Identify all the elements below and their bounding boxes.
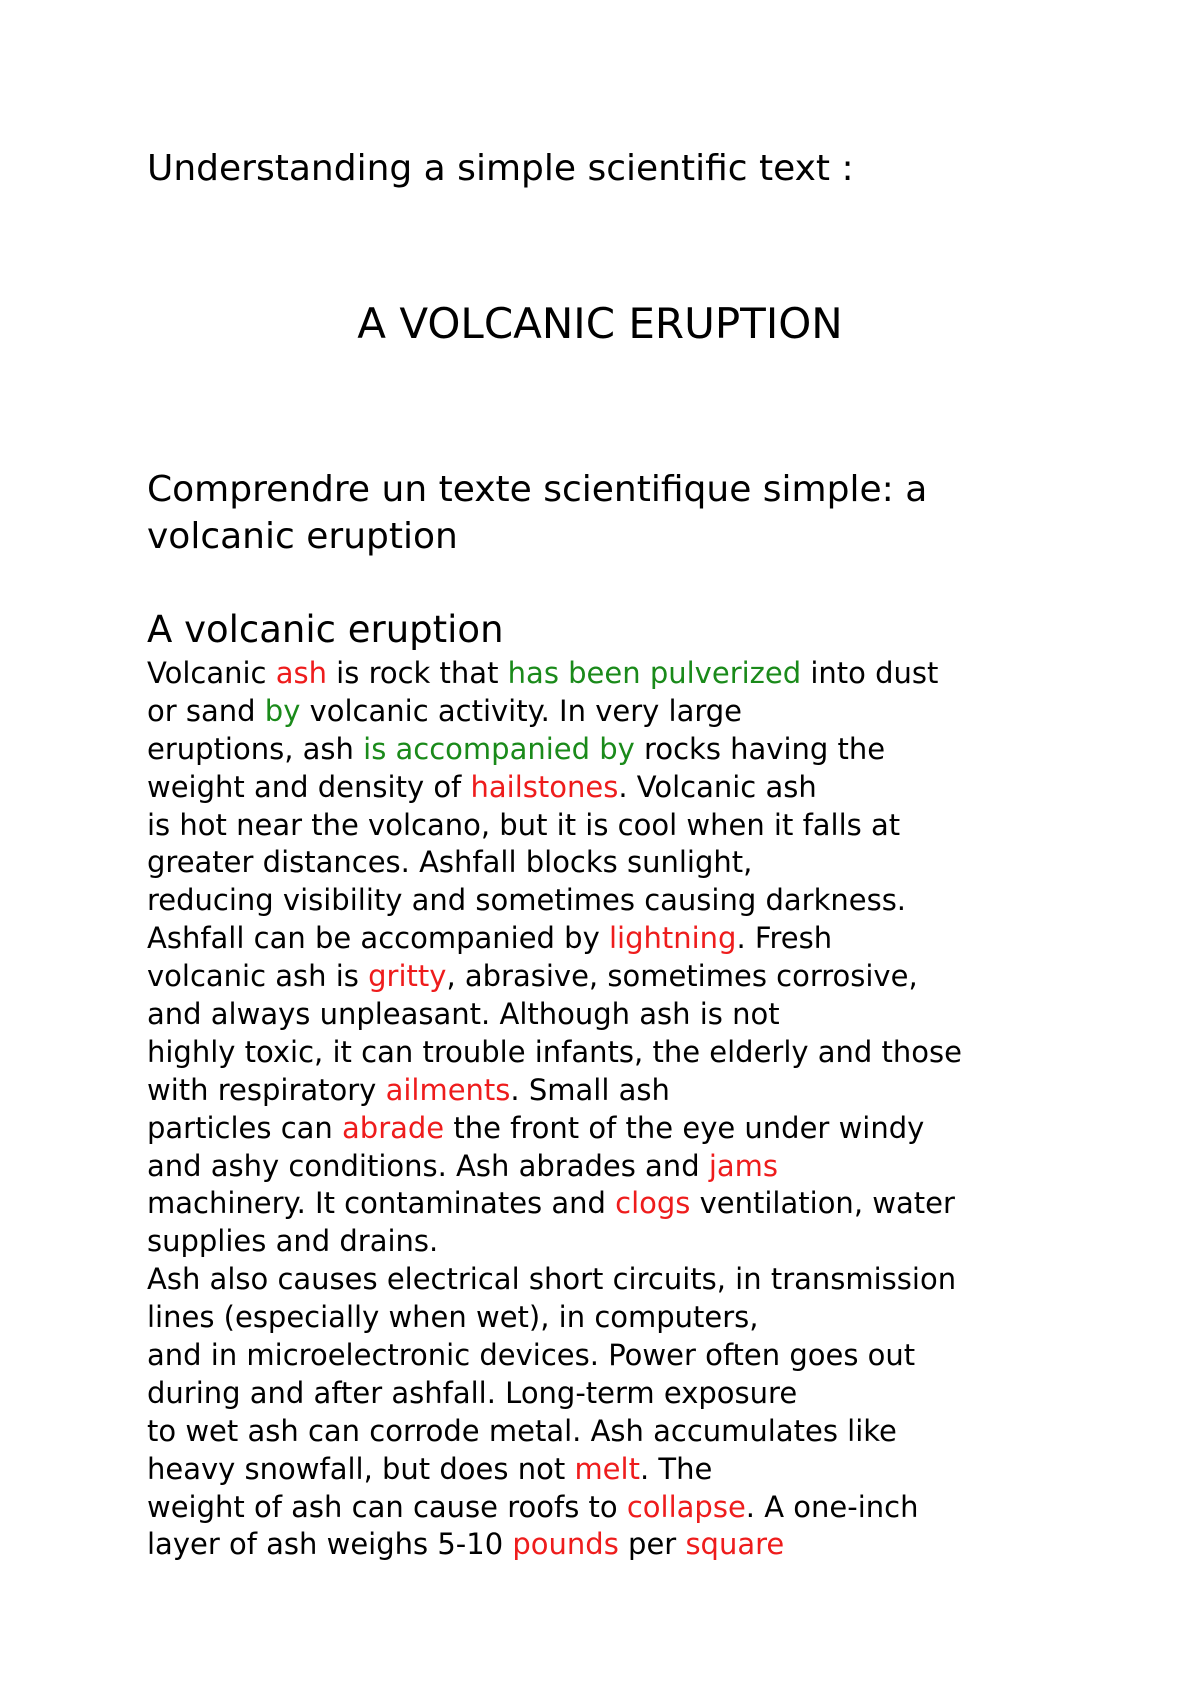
vocabulary-word: ailments <box>385 1072 511 1107</box>
text-segment: . The <box>639 1451 713 1486</box>
vocabulary-word: jams <box>708 1148 779 1183</box>
text-segment: is rock that <box>326 656 508 690</box>
vocabulary-word: abrade <box>342 1110 445 1145</box>
text-segment: into dust <box>801 656 939 690</box>
vocabulary-word: clogs <box>615 1186 691 1221</box>
body-line <box>147 996 962 1034</box>
body-line <box>147 693 962 731</box>
body-line <box>147 1261 962 1299</box>
text-segment: highly toxic, it can trouble infants, the elderly and those <box>147 1034 963 1069</box>
text-segment: particles can <box>147 1110 343 1145</box>
text-segment: and in microelectronic devices. Power often goes out <box>147 1338 916 1373</box>
french-title-line: volcanic eruption <box>147 516 458 557</box>
text-segment: Volcanic <box>147 656 276 690</box>
text-segment: during and after ashfall. Long-term exposure <box>147 1375 798 1410</box>
body-line <box>147 1375 962 1413</box>
text-segment: lines (especially when wet), in computers, <box>147 1300 759 1335</box>
body-line <box>147 844 962 882</box>
body-line <box>147 1148 962 1186</box>
vocabulary-word: gritty <box>368 959 447 994</box>
vocabulary-word: pounds <box>512 1527 619 1562</box>
text-segment: weight of ash can cause roofs to <box>147 1489 627 1524</box>
text-segment: layer of ash weighs 5-10 <box>147 1527 513 1562</box>
document-title: A VOLCANIC ERUPTION <box>357 299 843 348</box>
intro-heading: Understanding a simple scientific text : <box>147 148 854 189</box>
text-segment: volcanic ash is <box>147 959 369 994</box>
vocabulary-word: melt <box>574 1451 640 1486</box>
body-line <box>147 1185 962 1223</box>
body-line <box>147 1413 962 1451</box>
text-segment: . Fresh <box>736 921 833 956</box>
body-line <box>147 807 962 845</box>
text-segment: Ash also causes electrical short circuits, in transmission <box>147 1262 957 1297</box>
text-segment: . Volcanic ash <box>618 769 817 804</box>
text-segment: and always unpleasant. Although ash is not <box>147 997 780 1032</box>
body-line <box>147 655 962 693</box>
body-line <box>147 1223 962 1261</box>
text-segment: supplies and drains. <box>147 1224 439 1259</box>
text-segment: , abrasive, sometimes corrosive, <box>446 959 918 994</box>
grammar-phrase: by <box>264 693 301 728</box>
body-line <box>147 731 962 769</box>
text-segment: . A one-inch <box>745 1489 919 1524</box>
section-heading: A volcanic eruption <box>147 608 504 651</box>
text-segment: greater distances. Ashfall blocks sunlight, <box>147 845 753 880</box>
text-segment: volcanic activity. In very large <box>300 693 743 728</box>
grammar-phrase: is accompanied by <box>363 731 635 766</box>
text-segment: rocks having the <box>634 731 886 766</box>
french-title <box>147 466 927 560</box>
body-line <box>147 958 962 996</box>
text-segment: the front of the eye under windy <box>444 1110 925 1145</box>
text-segment: ventilation, water <box>690 1186 955 1221</box>
text-segment: to wet ash can corrode metal. Ash accumulates like <box>147 1413 897 1448</box>
text-segment: eruptions, ash <box>147 731 364 766</box>
text-segment: machinery. It contaminates and <box>147 1186 616 1221</box>
body-line <box>147 769 962 807</box>
text-segment: per <box>618 1527 686 1562</box>
body-line <box>147 1110 962 1148</box>
body-line <box>147 1489 962 1527</box>
text-segment: weight and density of <box>147 769 471 804</box>
text-segment: with respiratory <box>147 1072 386 1107</box>
body-paragraph <box>147 655 962 1564</box>
french-title-line: Comprendre un texte scientifique simple: a <box>147 469 928 510</box>
body-line <box>147 1526 962 1564</box>
vocabulary-word: hailstones <box>470 769 619 804</box>
text-segment: or sand <box>147 693 265 728</box>
body-line <box>147 920 962 958</box>
text-segment: Ashfall can be accompanied by <box>147 921 609 956</box>
vocabulary-word: ash <box>275 656 327 690</box>
text-segment: is hot near the volcano, but it is cool when it falls at <box>147 807 901 842</box>
vocabulary-word: lightning <box>608 921 737 956</box>
text-segment: and ashy conditions. Ash abrades and <box>147 1148 709 1183</box>
text-segment: . Small ash <box>510 1072 670 1107</box>
body-line <box>147 1451 962 1489</box>
vocabulary-word: collapse <box>626 1489 746 1524</box>
body-line <box>147 1337 962 1375</box>
vocabulary-word: square <box>685 1527 785 1562</box>
text-segment: reducing visibility and sometimes causing darkness. <box>147 883 907 918</box>
body-line <box>147 1034 962 1072</box>
grammar-phrase: has been pulverized <box>507 656 802 690</box>
body-line <box>147 882 962 920</box>
body-line <box>147 1299 962 1337</box>
text-segment: heavy snowfall, but does not <box>147 1451 575 1486</box>
body-line <box>147 1072 962 1110</box>
